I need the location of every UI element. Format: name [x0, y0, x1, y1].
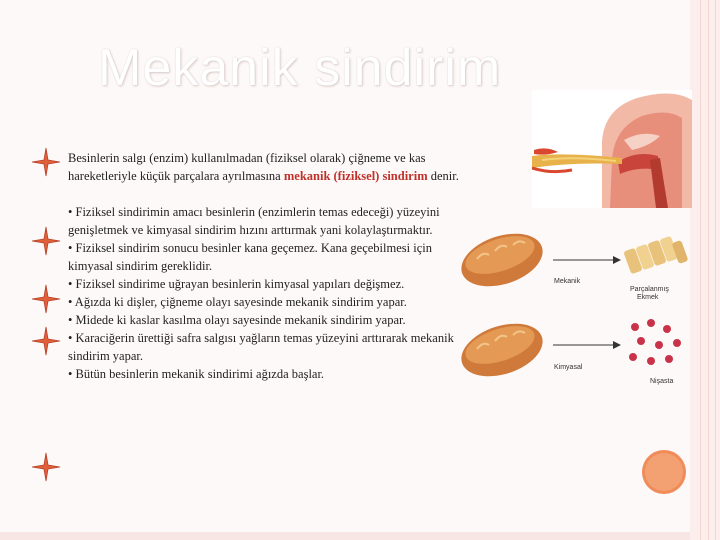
- orange-circle-icon: [641, 449, 687, 495]
- intro-paragraph: [68, 149, 478, 185]
- bullet-item: • Fiziksel sindirime uğrayan besinlerin kimyasal yapıları değişmez.: [68, 277, 405, 291]
- chemical-label: Kimyasal: [554, 364, 583, 371]
- bullet-item: • Midede ki kaslar kasılma olayı sayesinde mekanik sindirim yapar.: [68, 313, 406, 327]
- highlight-term: mekanik (fiziksel) sindirim: [283, 169, 428, 183]
- cross-bullet-icon: [31, 226, 61, 256]
- cross-bullet-icon: [31, 452, 61, 482]
- pieces-label-line2: Ekmek: [637, 294, 659, 301]
- starch-molecules-icon: [629, 319, 681, 365]
- bullet-item: • Bütün besinlerin mekanik sindirimi ağızda başlar.: [68, 367, 325, 381]
- starch-label: Nişasta: [650, 378, 674, 385]
- sliced-bread-icon: [623, 236, 688, 275]
- cross-bullet-icon: [31, 326, 61, 356]
- arrow-right-icon: [553, 256, 621, 264]
- arrow-right-icon: [553, 341, 621, 349]
- cross-bullet-icon: [31, 284, 61, 314]
- bread-icon: [455, 314, 549, 386]
- mechanical-label: Mekanik: [554, 278, 581, 285]
- slide-title: Mekanik sindirim: [98, 39, 502, 97]
- intro-text: Besinlerin salgı (enzim) kullanılmadan (fiziksel olarak) çiğneme ve kas hareketleriyle küçük parçalara ayrılmasına: [68, 151, 426, 183]
- bread-icon: [455, 224, 549, 296]
- bullet-item: • Fiziksel sindirim sonucu besinler kana geçemez. Kana geçebilmesi için kimyasal sindirim gereklidir.: [68, 241, 432, 273]
- intro-text-end: denir.: [427, 169, 459, 183]
- slide-content: [68, 149, 478, 383]
- bottom-edge-decoration: [0, 532, 690, 540]
- bullet-item: • Fiziksel sindirimin amacı besinlerin (enzimlerin temas edeceği) yüzeyini genişletmek ve kimyasal sindirim hızını arttırmak yani kolaylaştırmaktır.: [68, 205, 440, 237]
- head-cross-section-image: [532, 90, 692, 208]
- pieces-label-line1: Parçalanmış: [630, 286, 669, 293]
- cross-bullet-icon: [31, 147, 61, 177]
- bullet-item: • Karaciğerin ürettiği safra salgısı yağların temas yüzeyini arttırarak mekanik sindirim yapar.: [68, 331, 454, 363]
- digestion-diagram: [455, 215, 695, 395]
- bullet-item: • Ağızda ki dişler, çiğneme olayı sayesinde mekanik sindirim yapar.: [68, 295, 407, 309]
